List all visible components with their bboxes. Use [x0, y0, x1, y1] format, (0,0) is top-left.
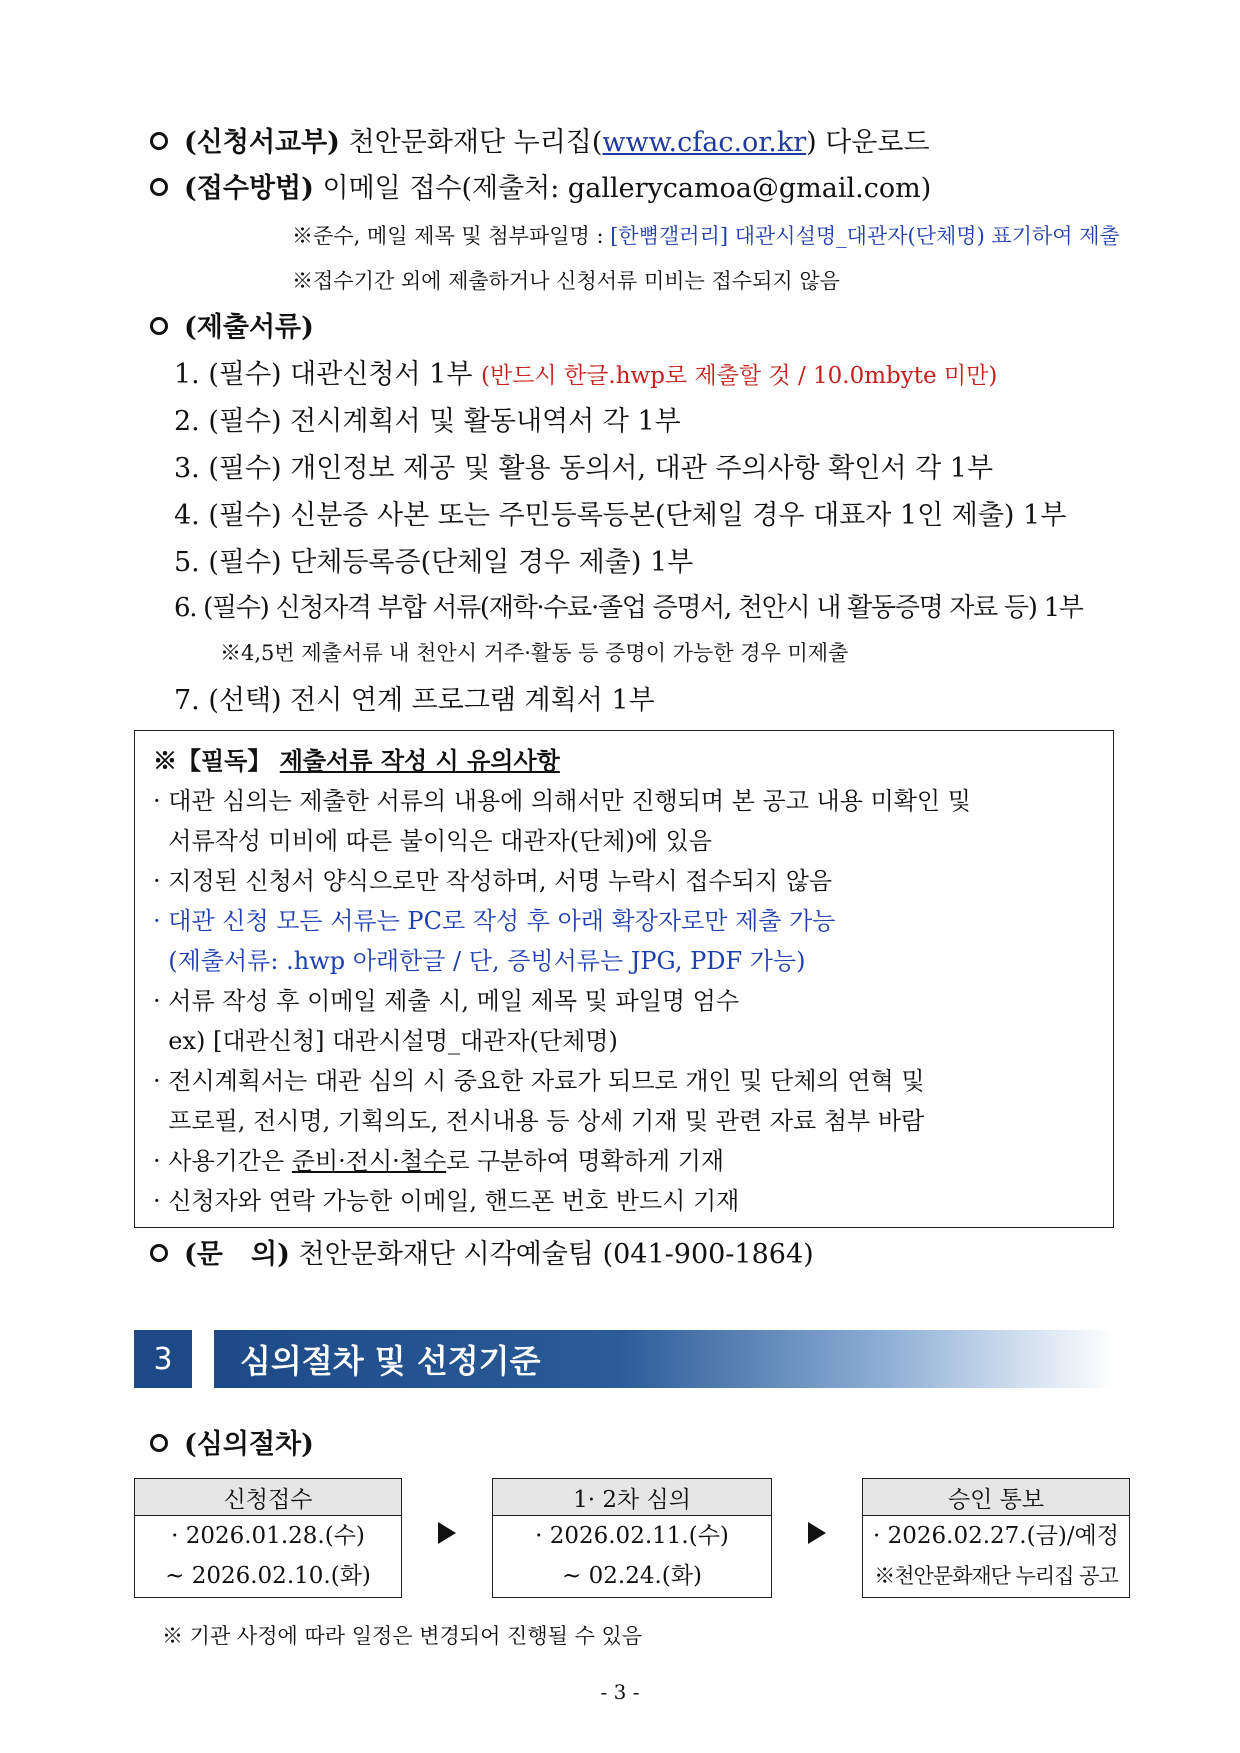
section-3-header [134, 1330, 1114, 1388]
arrow-right-icon [808, 1522, 826, 1544]
document-item-2: 2. (필수) 전시계획서 및 활동내역서 각 1부 [174, 406, 681, 437]
step-line-2: ~ 02.24.(화) [562, 1563, 702, 1589]
circle-bullet-icon [150, 178, 168, 196]
step-line-1: · 2026.01.28.(수) [171, 1523, 365, 1549]
document-item-4: 4. (필수) 신분증 사본 또는 주민등록등본(단체일 경우 대표자 1인 제출) 1부 [174, 500, 1067, 531]
step-line-2: ※천안문화재단 누리집 공고 [874, 1564, 1118, 1588]
notice-line-10-a: · 사용기간은 [153, 1147, 292, 1175]
notice-box [134, 730, 1114, 1228]
documents-line [150, 305, 314, 344]
circle-bullet-icon [150, 1244, 168, 1262]
document-item-3: 3. (필수) 개인정보 제공 및 활용 동의서, 대관 주의사항 확인서 각 1부 [174, 453, 994, 484]
reception-note1-prefix: ※준수, 메일 제목 및 첨부파일명 : [292, 224, 611, 248]
reception-note1-highlight: [한뼘갤러리] 대관시설명_대관자(단체명) 표기하여 제출 [610, 224, 1120, 248]
application-label: (신청서교부) [184, 127, 340, 158]
document-item-7: 7. (선택) 전시 연계 프로그램 계획서 1부 [174, 685, 655, 716]
step-box-approval [862, 1478, 1130, 1598]
reception-line [150, 166, 931, 205]
notice-line-7: ex) [대관신청] 대관시설명_대관자(단체명) [153, 1027, 618, 1055]
notice-line-4: · 대관 신청 모든 서류는 PC로 작성 후 아래 확장자로만 제출 가능 [153, 907, 836, 935]
section-number: 3 [134, 1330, 192, 1388]
circle-bullet-icon [150, 1434, 168, 1452]
document-item-1 [174, 352, 997, 391]
circle-bullet-icon [150, 317, 168, 335]
notice-line-11: · 신청자와 연락 가능한 이메일, 핸드폰 번호 반드시 기재 [153, 1187, 740, 1215]
document-item-1-note: (반드시 한글.hwp로 제출할 것 / 10.0mbyte 미만) [481, 363, 998, 389]
section-title: 심의절차 및 선정기준 [214, 1330, 1114, 1388]
review-schedule-note: ※ 기관 사정에 따라 일정은 변경되어 진행될 수 있음 [162, 1624, 643, 1648]
inquiry-label: (문 의) [184, 1239, 290, 1270]
notice-line-2: 서류작성 미비에 따른 불이익은 대관자(단체)에 있음 [153, 827, 712, 855]
documents-label: (제출서류) [184, 312, 314, 343]
document-item-5: 5. (필수) 단체등록증(단체일 경우 제출) 1부 [174, 547, 694, 578]
step-line-2: ~ 2026.02.10.(화) [165, 1563, 371, 1589]
reception-note1 [292, 220, 1120, 250]
notice-line-9: 프로필, 전시명, 기획의도, 전시내용 등 상세 기재 및 관련 자료 첨부 바람 [153, 1107, 925, 1135]
cfac-website-link[interactable]: www.cfac.or.kr [602, 127, 807, 158]
notice-line-10-underlined: 준비·전시·철수 [291, 1147, 447, 1175]
step-line-1: · 2026.02.27.(금)/예정 [873, 1523, 1119, 1549]
notice-line-1: · 대관 심의는 제출한 서류의 내용에 의해서만 진행되며 본 공고 내용 미확인 및 [153, 787, 971, 815]
step-title: 승인 통보 [863, 1479, 1129, 1516]
step-title: 신청접수 [135, 1479, 401, 1516]
document-item-6-note: ※4,5번 제출서류 내 천안시 거주·활동 등 증명이 가능한 경우 미제출 [220, 641, 849, 665]
step-line-1: · 2026.02.11.(수) [535, 1523, 729, 1549]
notice-line-10 [153, 1141, 724, 1176]
review-label: (심의절차) [184, 1429, 314, 1460]
reception-note2: ※접수기간 외에 제출하거나 신청서류 미비는 접수되지 않음 [292, 269, 840, 293]
step-box-application [134, 1478, 402, 1598]
notice-line-3: · 지정된 신청서 양식으로만 작성하며, 서명 누락시 접수되지 않음 [153, 867, 833, 895]
notice-line-8: · 전시계획서는 대관 심의 시 중요한 자료가 되므로 개인 및 단체의 연혁 및 [153, 1067, 925, 1095]
notice-title [153, 741, 560, 776]
arrow-right-icon [438, 1522, 456, 1544]
reception-text: 이메일 접수(제출처: gallerycamoa@gmail.com) [322, 173, 932, 204]
circle-bullet-icon [150, 132, 168, 150]
application-line [150, 120, 930, 159]
document-item-1-text: 1. (필수) 대관신청서 1부 [174, 359, 473, 390]
step-title: 1· 2차 심의 [493, 1479, 771, 1516]
notice-title-prefix: ※【필독】 [153, 746, 272, 775]
notice-line-5: (제출서류: .hwp 아래한글 / 단, 증빙서류는 JPG, PDF 가능) [153, 947, 806, 975]
document-item-6: 6. (필수) 신청자격 부합 서류(재학·수료·졸업 증명서, 천안시 내 활동증명 자료 등) 1부 [174, 593, 1083, 623]
notice-line-6: · 서류 작성 후 이메일 제출 시, 메일 제목 및 파일명 엄수 [153, 987, 740, 1015]
reception-label: (접수방법) [184, 173, 314, 204]
step-box-review [492, 1478, 772, 1598]
notice-title-text: 제출서류 작성 시 유의사항 [279, 746, 560, 775]
inquiry-text: 천안문화재단 시각예술팀 (041-900-1864) [298, 1239, 814, 1270]
application-text-after: ) 다운로드 [806, 127, 930, 158]
review-line [150, 1422, 314, 1461]
inquiry-line [150, 1232, 814, 1271]
page-number: - 3 - [600, 1680, 640, 1704]
application-text: 천안문화재단 누리집( [348, 127, 603, 158]
notice-line-10-b: 로 구분하여 명확하게 기재 [446, 1147, 725, 1175]
